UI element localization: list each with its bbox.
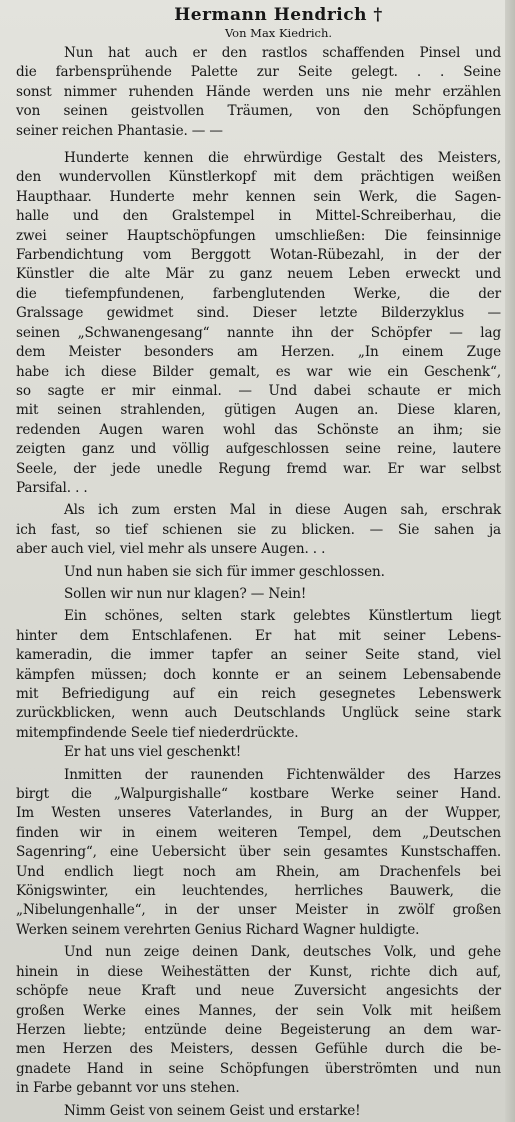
text-line: von seinen geistvollen Träumen, von den Schöpfungen [16, 103, 501, 120]
text-line: Haupthaar. Hunderte mehr kennen sein Werk, die Sagen- [16, 188, 501, 205]
text-line: aber auch viel, viel mehr als unsere Augen. . . [16, 541, 326, 558]
text-line: großen Werke eines Mannes, der sein Volk mit heißem [16, 1002, 501, 1019]
text-line: zurückblicken, wenn auch Deutschlands Unglück seine stark [16, 705, 501, 722]
text-line: zwei seiner Hauptschöpfungen umschließen: Die feinsinnige [16, 227, 501, 244]
text-line: birgt die „Walpurgishalle“ kostbare Werke seiner Hand. [16, 786, 501, 803]
text-line: in Farbe gebannt vor uns stehen. [16, 1080, 240, 1097]
text-line: sonst nimmer ruhenden Hände werden uns nie mehr erzählen [16, 83, 501, 100]
text-line: Im Westen unseres Vaterlandes, in Burg an der Wupper, [16, 805, 501, 822]
text-line: Künstler die alte Mär zu ganz neuem Leben erweckt und [16, 266, 501, 283]
paragraph-7 [16, 743, 501, 762]
clipping-edge [505, 0, 515, 1122]
text-line: den wundervollen Künstlerkopf mit dem prächtigen weißen [16, 169, 501, 186]
text-line: Als ich zum ersten Mal in diese Augen sah, erschrak [64, 502, 501, 519]
text-line: Und nun zeige deinen Dank, deutsches Volk, und gehe [64, 944, 501, 961]
text-line: Sagenring“, eine Uebersicht über sein gesamtes Kunstschaffen. [16, 844, 501, 861]
paragraph-5 [16, 585, 501, 604]
text-line: ich fast, so tief schienen sie zu blicken. — Sie sahen ja [16, 521, 501, 538]
text-line: mit seinen strahlenden, gütigen Augen an. Diese klaren, [16, 402, 501, 419]
text-line: Farbendichtung vom Berggott Wotan-Rübezahl, in der der [16, 247, 501, 264]
text-line: seiner reichen Phantasie. — — [16, 122, 223, 139]
paragraph-10 [16, 1102, 501, 1121]
text-line: Seele, der jede unedle Regung fremd war. Er war selbst [16, 460, 501, 477]
text-line: Und nun haben sie sich für immer geschlossen. [64, 563, 385, 580]
text-line: seinen „Schwanengesang“ nannte ihn der Schöpfer — lag [16, 324, 501, 341]
text-line: Inmitten der raunenden Fichtenwälder des Harzes [64, 766, 501, 783]
text-line: Parsifal. . . [16, 479, 88, 496]
text-line: Nun hat auch er den rastlos schaffenden Pinsel und [64, 45, 501, 61]
article-byline: Von Max Kiedrich. [224, 26, 333, 40]
text-line: schöpfe neue Kraft und neue Zuversicht angesichts der [16, 983, 501, 1000]
text-line: Herzen liebte; entzünde deine Begeisterung an dem war- [16, 1021, 501, 1038]
text-line: die farbensprühende Palette zur Seite gelegt. . . Seine [16, 64, 501, 81]
text-line: finden wir in einem weiteren Tempel, dem „Deutschen [16, 824, 501, 841]
text-line: Gralssage gewidmet sind. Dieser letzte Bilderzyklus — [16, 305, 501, 322]
text-line: men Herzen des Meisters, dessen Gefühle durch die be- [16, 1041, 501, 1058]
text-line: „Nibelungenhalle“, in der unser Meister in zwölf großen [16, 902, 501, 919]
text-line: Nimm Geist von seinem Geist und erstarke! [64, 1102, 361, 1119]
text-line: Er hat uns viel geschenkt! [64, 744, 242, 761]
paragraph-8 [16, 766, 501, 941]
paragraph-2 [16, 149, 501, 498]
text-line: mitempfindende Seele tief niederdrückte. [16, 724, 299, 741]
text-line: zeigten ganz und völlig aufgeschlossen seine reine, lautere [16, 441, 501, 458]
paragraph-9 [16, 943, 501, 1098]
text-line: habe ich diese Bilder gemalt, es war wie ein Geschenk“, [16, 363, 501, 380]
text-line: hinter dem Entschlafenen. Er hat mit seiner Lebens- [16, 627, 501, 644]
text-line: Hunderte kennen die ehrwürdige Gestalt des Meisters, [64, 150, 501, 167]
text-line: halle und den Gralstempel in Mittel-Schreiberhau, die [16, 208, 501, 225]
text-line: mit Befriedigung auf ein reich gesegnetes Lebenswerk [16, 686, 501, 702]
text-line: Ein schönes, selten stark gelebtes Künstlertum liegt [64, 608, 501, 625]
text-line: Königswinter, ein leuchtendes, herrliches Bauwerk, die [16, 883, 501, 900]
text-line: Sollen wir nun nur klagen? — Nein! [64, 585, 307, 602]
text-line: Werken seinem verehrten Genius Richard Wagner huldigte. [16, 921, 420, 938]
text-line: so sagte er mir einmal. — Und dabei schaute er mich [16, 382, 501, 399]
text-line: Und endlich liegt noch am Rhein, am Drachenfels bei [16, 863, 501, 880]
text-line: die tiefempfundenen, farbenglutenden Werke, die der [16, 285, 501, 302]
text-line: dem Meister besonders am Herzen. „In einem Zuge [16, 344, 501, 361]
paragraph-1 [16, 44, 501, 141]
paragraph-6 [16, 607, 501, 743]
text-line: redenden Augen waren wohl das Schönste an ihm; sie [16, 421, 501, 438]
text-line: hinein in diese Weihestätten der Kunst, richte dich auf, [16, 963, 501, 980]
text-line: kämpfen müssen; doch konnte er an seinem Lebensabende [16, 666, 501, 683]
article-title: Hermann Hendrich † [174, 5, 383, 25]
text-line: gnadete Hand in seine Schöpfungen überströmten und nun [16, 1060, 501, 1077]
paragraph-4 [16, 563, 501, 582]
text-line: kameradin, die immer tapfer an seiner Seite stand, viel [16, 647, 501, 664]
paragraph-3 [16, 501, 501, 559]
